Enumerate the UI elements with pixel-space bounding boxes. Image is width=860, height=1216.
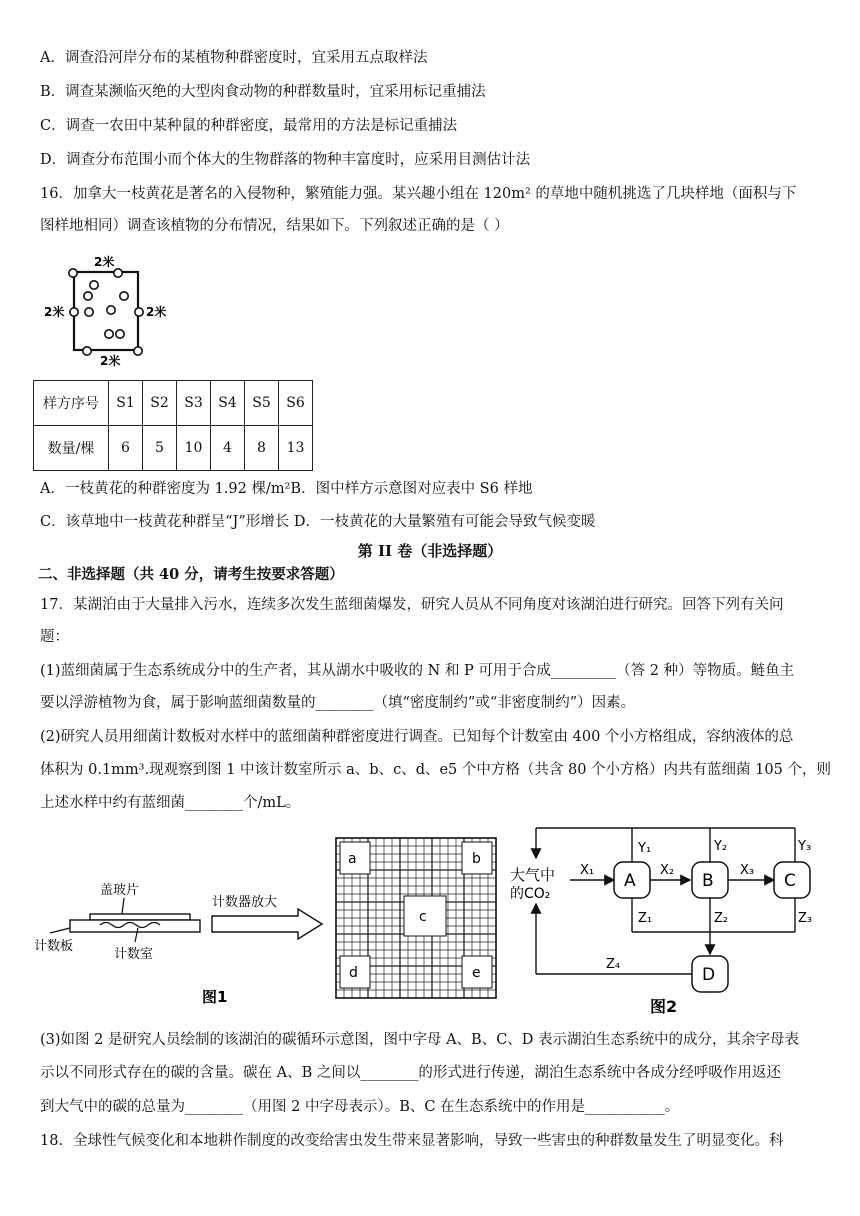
plant-circle — [120, 292, 128, 300]
coverslip — [90, 914, 190, 920]
table-header-cell: S1 — [109, 381, 143, 426]
q17-stem-line1: 17．某湖泊由于大量排入污水，连续多次发生蓝细菌爆发，研究人员从不同角度对该湖泊进行研究。回答下列有关问 — [40, 597, 784, 613]
table-cell: 6 — [109, 426, 143, 471]
plot-label-bottom: 2米 — [100, 354, 121, 368]
atmosphere-label-2: 的CO₂ — [510, 886, 551, 902]
plant-circle — [85, 308, 93, 316]
figure2-carbon-cycle — [500, 822, 830, 1020]
grid-label-a: a — [348, 851, 357, 867]
table-header-cell: S6 — [279, 381, 313, 426]
q16-options-cd: C．该草地中一枝黄花种群呈“J”形增长 D．一枝黄花的大量繁殖有可能会导致气候变暖 — [40, 514, 596, 530]
node-c-label: C — [784, 871, 796, 891]
plant-circle — [134, 347, 142, 355]
q17-part3-line1: (3)如图 2 是研究人员绘制的该湖泊的碳循环示意图，图中字母 A、B、C、D 表示湖泊生态系统中的成分，其余字母表 — [40, 1032, 800, 1048]
table-cell: 8 — [245, 426, 279, 471]
label-y2: Y₂ — [714, 839, 728, 854]
q18-stem-line1: 18．全球性气候变化和本地耕作制度的改变给害虫发生带来显著影响，导致一些害虫的种群数量发生了明显变化。科 — [40, 1133, 784, 1149]
sample-count-table — [33, 380, 313, 471]
label-z2: Z₂ — [714, 911, 729, 926]
q16-options-ab: A．一枝黄花的种群密度为 1.92 棵/m²B．图中样方示意图对应表中 S6 样地 — [40, 481, 533, 497]
table-header-cell: S2 — [143, 381, 177, 426]
table-cell: 10 — [177, 426, 211, 471]
q17-stem-line2: 题： — [40, 629, 69, 645]
table-cell: 5 — [143, 426, 177, 471]
q17-part1-line2: 要以浮游植物为食，属于影响蓝细菌数量的________（填“密度制约”或“非密度制约”）因素。 — [40, 695, 636, 711]
section-subtitle: 二、非选择题（共 40 分，请考生按要求答题） — [38, 566, 344, 583]
plant-circle — [116, 330, 124, 338]
node-d-label: D — [702, 965, 716, 985]
q17-part1-line1: (1)蓝细菌属于生态系统成分中的生产者，其从湖水中吸收的 N 和 P 可用于合成_________（答 2 种）等物质。鲢鱼主 — [40, 663, 795, 679]
label-z4: Z₄ — [606, 957, 621, 972]
grid-label-b: b — [472, 851, 481, 867]
plant-circle — [90, 281, 98, 289]
table-header-row — [34, 381, 313, 426]
table-header-cell: 样方序号 — [34, 381, 109, 426]
label-z3: Z₃ — [798, 911, 813, 926]
plant-circle — [114, 269, 122, 277]
grid-label-c: c — [419, 909, 427, 925]
label-x2: X₂ — [660, 863, 675, 878]
q15-option-c: C．调查一农田中某种鼠的种群密度，最常用的方法是标记重捕法 — [40, 118, 458, 134]
magnify-label: 计数器放大 — [212, 895, 278, 910]
q15-option-a: A．调查沿河岸分布的某植物种群密度时，宜采用五点取样法 — [40, 50, 428, 66]
magnify-arrow — [212, 909, 322, 939]
q17-part2-line3: 上述水样中约有蓝细菌________个/mL。 — [40, 795, 301, 811]
q15-option-d: D．调查分布范围小而个体大的生物群落的物种丰富度时，应采用目测估计法 — [40, 152, 531, 168]
plot-label-right: 2米 — [146, 305, 167, 319]
figure2-caption: 图2 — [650, 997, 678, 1016]
table-cell: 13 — [279, 426, 313, 471]
sample-plot-square — [74, 272, 138, 350]
table-header-cell: S3 — [177, 381, 211, 426]
plant-circle — [84, 292, 92, 300]
q17-part3-line3: 到大气中的碳的总量为________（用图 2 中字母表示）。B、C 在生态系统中的作用是___________。 — [40, 1099, 680, 1115]
table-cell: 4 — [211, 426, 245, 471]
plant-circle — [70, 308, 78, 316]
table-cell: 数量/棵 — [34, 426, 109, 471]
table-header-cell: S5 — [245, 381, 279, 426]
plant-circle — [135, 308, 143, 316]
atmosphere-label-1: 大气中 — [510, 866, 556, 884]
label-x1: X₁ — [580, 863, 595, 878]
q17-part3-line2: 示以不同形式存在的碳的含量。碳在 A、B 之间以________的形式进行传递，湖泊生态系统中各成分经呼吸作用返还 — [40, 1065, 781, 1081]
q16-stem-line1: 16．加拿大一枝黄花是著名的入侵物种，繁殖能力强。某兴趣小组在 120m² 的草地中随机挑选了几块样地（面积与下 — [40, 186, 797, 202]
q17-part2-line1: (2)研究人员用细菌计数板对水样中的蓝细菌种群密度进行调查。已知每个计数室由 400 个小方格组成，容纳液体的总 — [40, 729, 794, 745]
label-y3: Y₃ — [798, 839, 812, 854]
grid-label-d: d — [349, 965, 358, 981]
table-row — [34, 426, 313, 471]
figure1-counting-chamber — [30, 830, 510, 1020]
label-x3: X₃ — [740, 863, 755, 878]
sample-plot-figure — [38, 250, 178, 375]
board-label: 计数板 — [34, 939, 74, 954]
plant-circle — [83, 347, 91, 355]
chamber-label: 计数室 — [114, 947, 154, 962]
plant-circle — [105, 330, 113, 338]
counting-board — [70, 920, 200, 932]
node-b-label: B — [702, 871, 714, 891]
q15-option-b: B．调查某濒临灭绝的大型肉食动物的种群数量时，宜采用标记重捕法 — [40, 84, 486, 100]
q16-stem-line2: 图样地相同）调查该植物的分布情况，结果如下。下列叙述正确的是（ ） — [40, 218, 509, 234]
plant-circle — [107, 306, 115, 314]
q17-part2-line2: 体积为 0.1mm³.现观察到图 1 中该计数室所示 a、b、c、d、e5 个中方格（共含 80 个小方格）内共有蓝细菌 105 个，则 — [40, 762, 831, 778]
grid-label-e: e — [472, 965, 481, 981]
label-z1: Z₁ — [638, 911, 653, 926]
node-a-label: A — [624, 871, 636, 891]
section-title: 第 II 卷（非选择题） — [357, 542, 503, 560]
table-header-cell: S4 — [211, 381, 245, 426]
plot-label-top: 2米 — [94, 255, 115, 269]
figure1-caption: 图1 — [202, 988, 228, 1006]
plant-circle — [69, 269, 77, 277]
label-y1: Y₁ — [638, 841, 652, 856]
coverslip-label: 盖玻片 — [100, 883, 140, 898]
plot-label-left: 2米 — [44, 305, 65, 319]
